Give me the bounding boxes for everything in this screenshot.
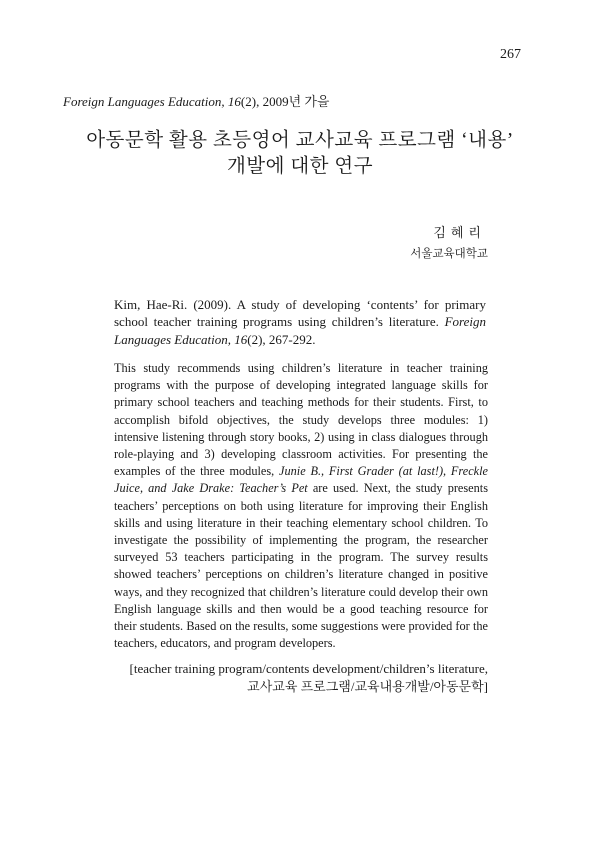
paper-title (60, 128, 540, 180)
citation-volume: 16 (234, 331, 248, 347)
citation-pages: (2), 267-292. (247, 331, 316, 347)
keywords: [teacher training program/contents development/children’s literature, 교사교육 프로그램/교육내용개발/아동문학] (129, 661, 488, 694)
citation-journal: Foreign Languages Education, (114, 314, 486, 347)
journal-volume: 16 (227, 94, 241, 109)
title-line-2: 개발에 대한 연구 (226, 156, 374, 177)
author-affiliation: 서울교육대학교 (410, 248, 488, 260)
citation-text: Kim, Hae-Ri. (2009). A study of developing ‘contents’ for primary school teacher training programs using children’s literature. (114, 297, 486, 330)
citation (114, 296, 486, 348)
title-line-1: 아동문학 활용 초등영어 교사교육 프로그램 ‘내용’ (86, 130, 514, 151)
abstract-part-2: are used. Next, the study presents teachers’ perceptions on both using literature for improving their English skills and using literature in their teaching elementary school children. To investigate the possibility of implementing the program, the researcher surveyed 53 teachers participating in the program. The survey results showed teachers’ perceptions on children’s literature changed in positive ways, and they recognized that children’s literature could develop their own English language skills and then would be a good teaching resource for their students. Based on the results, some suggestions were provided for the teachers, educators, and program developers. (114, 481, 488, 651)
journal-name: Foreign Languages Education, (63, 94, 225, 109)
running-header (63, 91, 330, 110)
author-name: 김혜리 (433, 225, 486, 240)
journal-issue: (2), 2009년 가을 (240, 94, 330, 109)
abstract-part-1: This study recommends using children’s literature in teacher training programs with the purpose of developing integrated language skills for primary school teachers and teaching methods for their students. First, to accomplish bifold objectives, the study develops three modules: 1) intensive listening through story books, 2) using in class dialogues through role-playing and 3) developing classroom activities. For presenting the examples of the three modules, (114, 361, 488, 479)
page-number: 267 (500, 47, 521, 62)
abstract-book-titles: Junie B., First Grader (at last!), Freckle Juice, and Jake Drake: Teacher’s Pet (114, 464, 489, 496)
abstract (114, 360, 488, 652)
